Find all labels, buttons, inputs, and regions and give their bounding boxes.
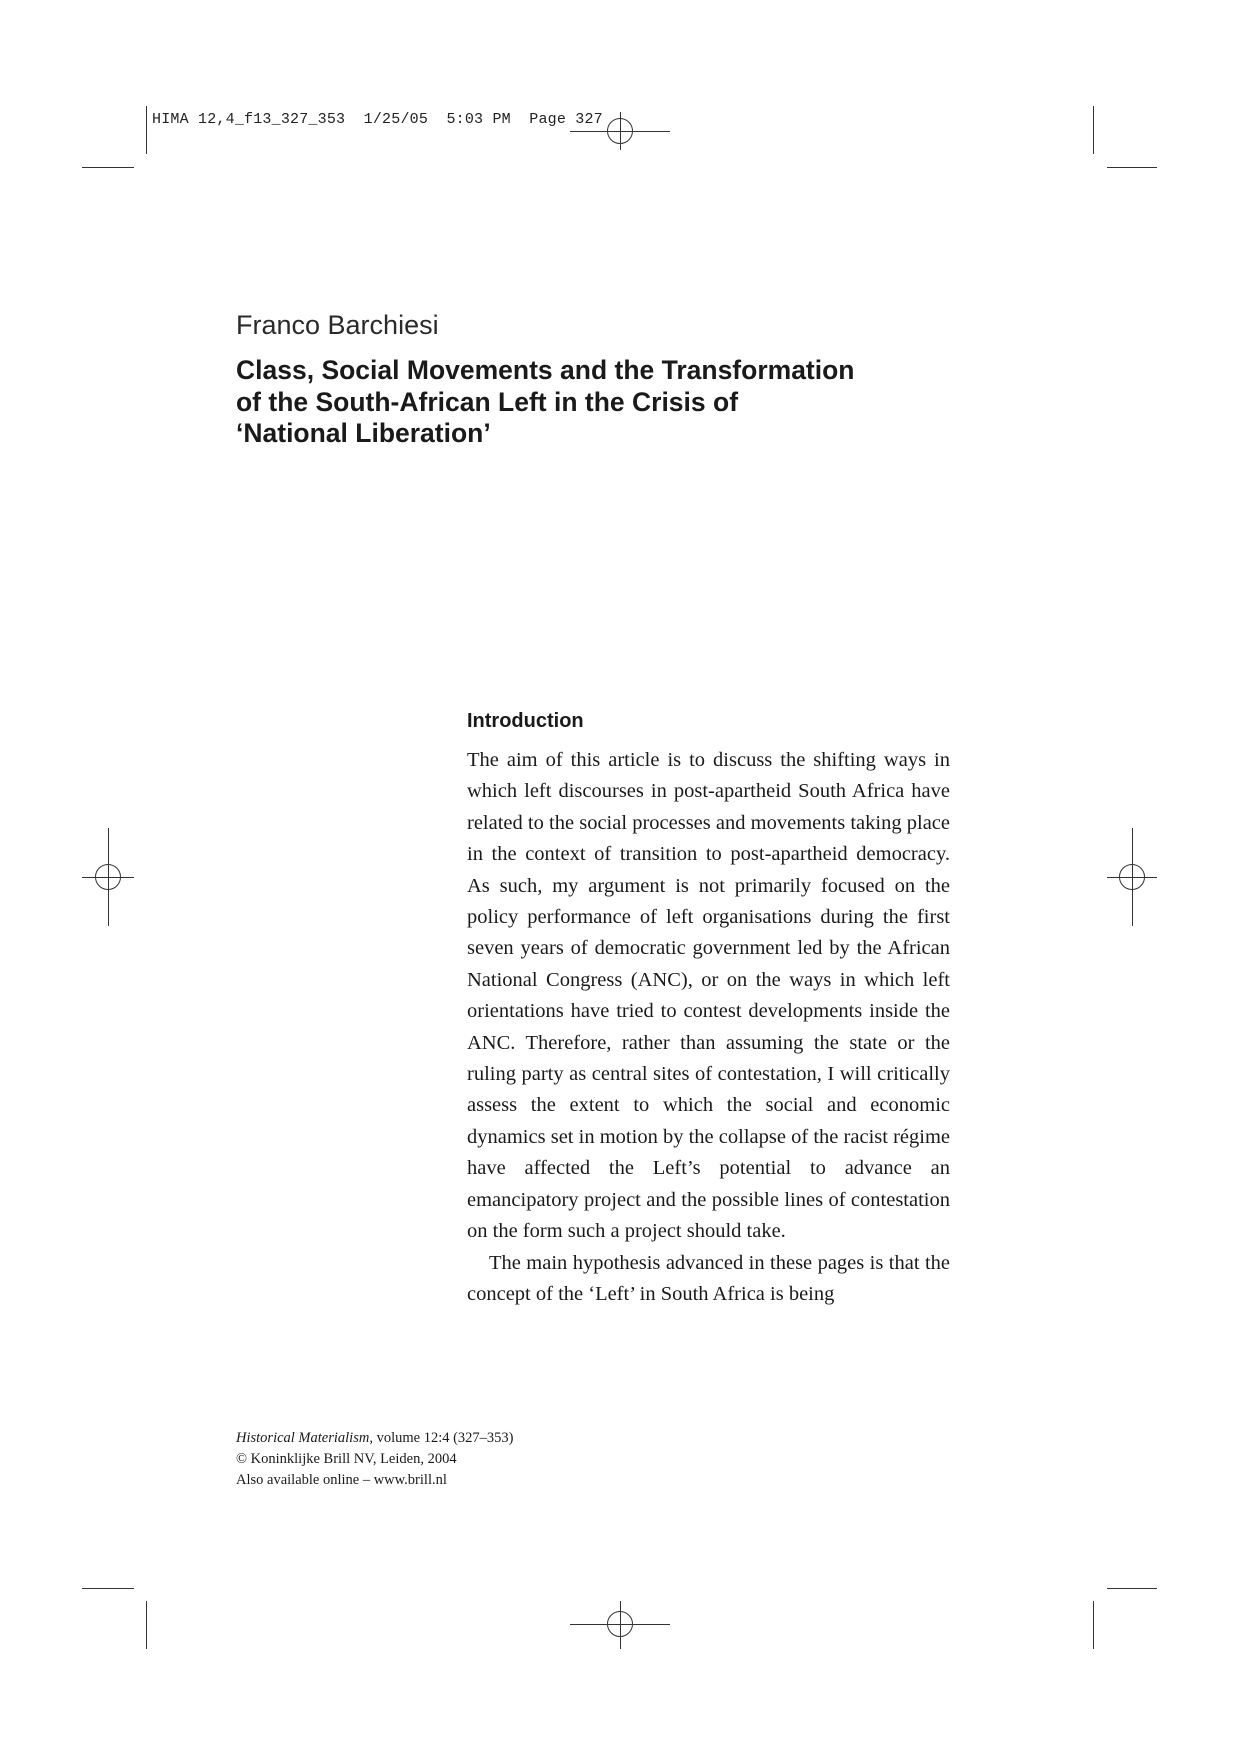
crop-mark: [146, 1601, 147, 1649]
crop-mark: [1093, 106, 1094, 154]
title-line: of the South-African Left in the Crisis of: [236, 386, 739, 417]
section-heading: Introduction: [467, 710, 584, 732]
title-line: Class, Social Movements and the Transformation: [236, 355, 855, 385]
online-availability: Also available online – www.brill.nl: [236, 1472, 447, 1488]
printer-slug: HIMA 12,4_f13_327_353 1/25/05 5:03 PM Page 327: [152, 111, 603, 128]
journal-citation: [236, 1428, 514, 1449]
title-line: ‘National Liberation’: [236, 418, 491, 448]
citation-footer: [236, 1428, 514, 1491]
crop-mark: [1107, 1588, 1157, 1589]
paragraph: The main hypothesis advanced in these pages is that the concept of the ‘Left’ in South Africa is being: [467, 1251, 950, 1305]
crop-mark: [82, 1588, 134, 1589]
crop-mark: [82, 167, 134, 168]
journal-volume: , volume 12:4 (327–353): [369, 1430, 514, 1446]
body-text: [467, 745, 950, 1310]
journal-name: Historical Materialism: [236, 1430, 370, 1446]
author-name: Franco Barchiesi: [236, 310, 439, 340]
copyright-line: © Koninklijke Brill NV, Leiden, 2004: [236, 1451, 457, 1467]
article-title: [236, 355, 936, 450]
crop-mark: [146, 106, 147, 154]
crop-mark: [1093, 1601, 1094, 1649]
paragraph: The aim of this article is to discuss the shifting ways in which left discourses in post-apartheid South Africa have related to the social processes and movements taking place in the context of transition to post-apartheid democracy. As such, my argument is not primarily focused on the policy performance of left organisations during the first seven years of democratic government led by the African National Congress (ANC), or on the ways in which left orientations have tried to contest developments inside the ANC. Therefore, rather than assuming the state or the ruling party as central sites of contestation, I will critically assess the extent to which the social and economic dynamics set in motion by the collapse of the racist régime have affected the Left’s potential to advance an emancipatory project and the possible lines of contestation on the form such a project should take.: [467, 749, 950, 1243]
crop-mark: [1107, 167, 1157, 168]
